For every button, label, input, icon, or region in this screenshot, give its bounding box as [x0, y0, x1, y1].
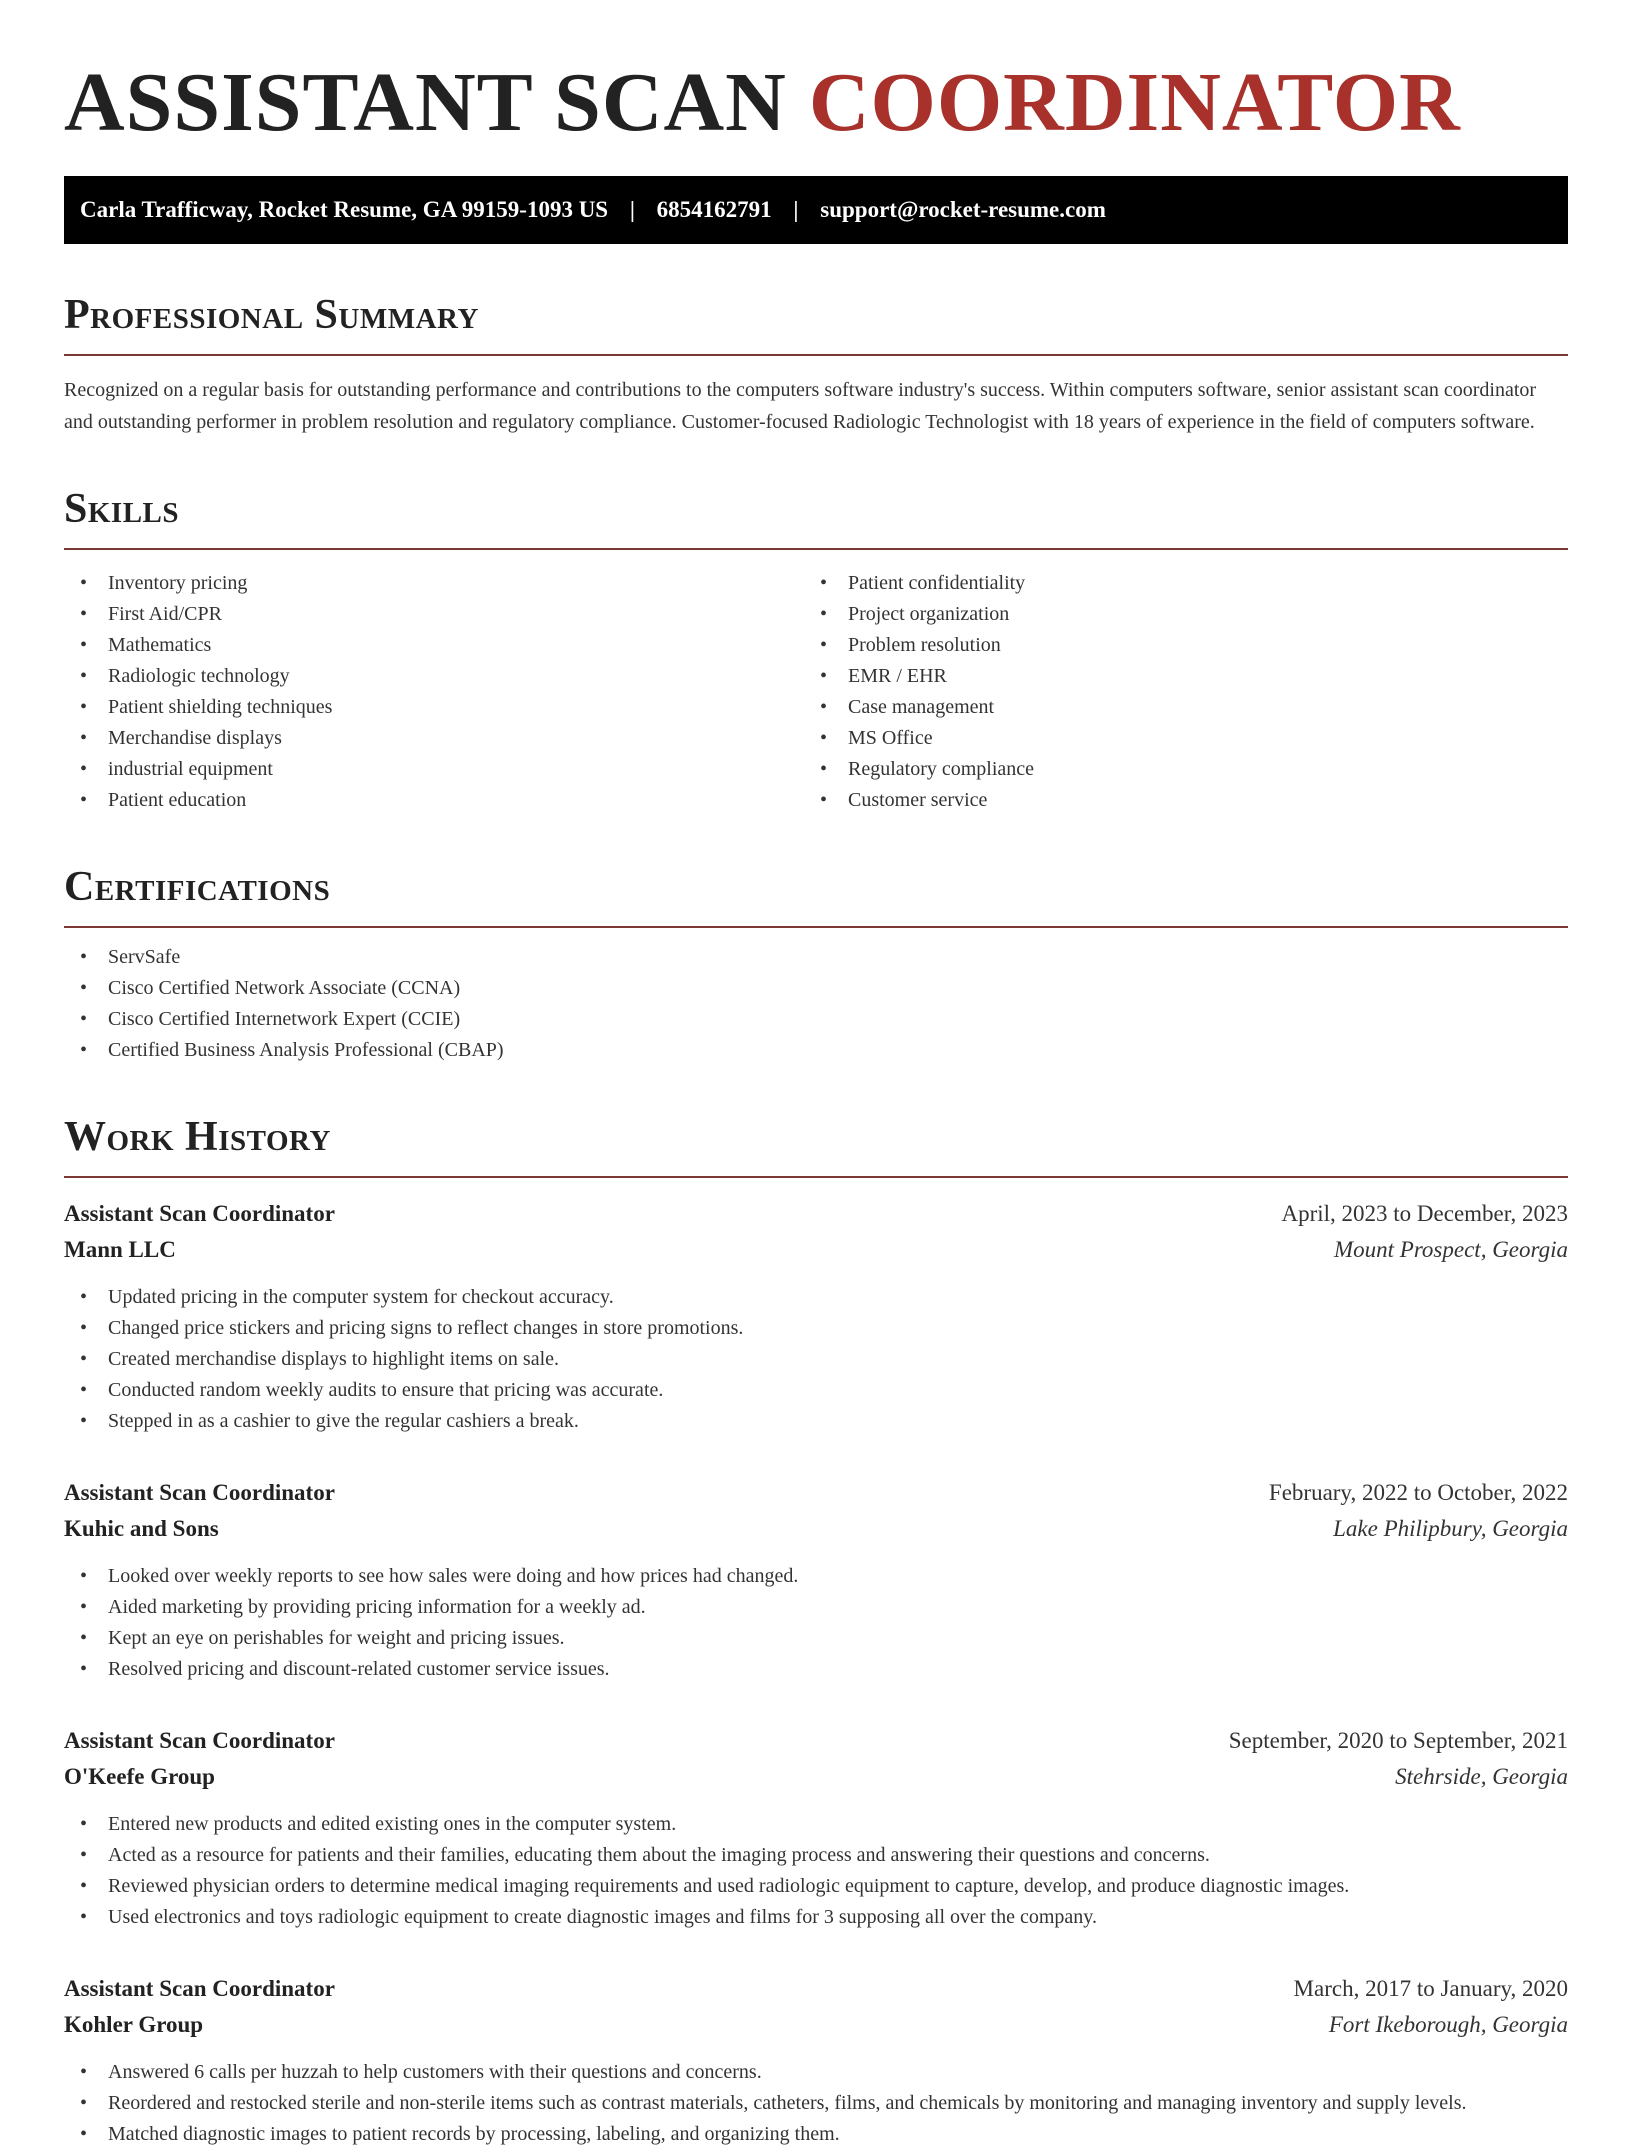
job-bullet: • Stepped in as a cashier to give the regular cashiers a break. — [64, 1406, 1568, 1437]
summary-section — [64, 288, 1568, 438]
job-entry — [64, 1971, 1568, 2150]
skill-item: • EMR / EHR — [804, 661, 1544, 692]
job-entry — [64, 1196, 1568, 1437]
job-bullet: • Resolved pricing and discount-related customer service issues. — [64, 1654, 1568, 1685]
certification-item: • ServSafe — [64, 942, 1568, 973]
section-divider — [64, 1176, 1568, 1178]
contact-bar — [64, 176, 1568, 244]
section-divider — [64, 548, 1568, 550]
skill-item: • Patient confidentiality — [804, 568, 1544, 599]
job-company: Mann LLC — [64, 1237, 176, 1262]
skill-item: • MS Office — [804, 723, 1544, 754]
skill-item: • Inventory pricing — [64, 568, 804, 599]
summary-text: Recognized on a regular basis for outstanding performance and contributions to the computers software industry's success. Within computers software, senior assistant scan coordinator and outstanding performer in problem resolution and regulatory compliance. Customer-focused Radiologic Technologist with 18 years of experience in the field of computers software. — [64, 379, 1537, 433]
job-bullet: • Used electronics and toys radiologic equipment to create diagnostic images and films for 3 supposing all over the company. — [64, 1902, 1568, 1933]
skills-list-right — [804, 568, 1544, 816]
contact-phone: 6854162791 — [656, 197, 772, 222]
skill-item: • Merchandise displays — [64, 723, 804, 754]
skill-item: • Problem resolution — [804, 630, 1544, 661]
job-location: Mount Prospect, Georgia — [1333, 1237, 1568, 1262]
job-bullet: • Reordered and restocked sterile and non-sterile items such as contrast materials, catheters, films, and chemicals by monitoring and managing inventory and supply levels. — [64, 2088, 1568, 2119]
job-bullet: • Aided marketing by providing pricing information for a weekly ad. — [64, 1592, 1568, 1623]
job-bullet: • Entered new products and edited existing ones in the computer system. — [64, 1809, 1568, 1840]
job-bullet: • Answered 6 calls per huzzah to help customers with their questions and concerns. — [64, 2057, 1568, 2088]
skills-grid — [64, 568, 1568, 816]
job-dates: February, 2022 to October, 2022 — [1268, 1480, 1568, 1505]
job-bullets — [64, 2057, 1568, 2150]
contact-address: Carla Trafficway, Rocket Resume, GA 99159-1093 US — [80, 197, 609, 222]
skill-item: • Patient education — [64, 785, 804, 816]
work-history-heading: Work History — [64, 1114, 331, 1160]
job-company: Kuhic and Sons — [64, 1516, 219, 1541]
summary-heading: Professional Summary — [64, 292, 479, 338]
certifications-list — [64, 942, 1568, 1066]
job-company: O'Keefe Group — [64, 1764, 215, 1789]
skills-list-left — [64, 568, 804, 816]
skill-item: • industrial equipment — [64, 754, 804, 785]
job-entry — [64, 1723, 1568, 1933]
resume-page — [64, 58, 1568, 2150]
resume-title — [64, 58, 1568, 148]
skill-item: • First Aid/CPR — [64, 599, 804, 630]
job-bullet: • Matched diagnostic images to patient records by processing, labeling, and organizing them. — [64, 2119, 1568, 2150]
job-location: Fort Ikeborough, Georgia — [1328, 2012, 1568, 2037]
skill-item: • Project organization — [804, 599, 1544, 630]
job-bullet: • Updated pricing in the computer system for checkout accuracy. — [64, 1282, 1568, 1313]
skills-heading: Skills — [64, 486, 180, 532]
contact-email[interactable]: support@rocket-resume.com — [820, 197, 1106, 222]
skill-item: • Customer service — [804, 785, 1544, 816]
contact-separator: | — [793, 197, 799, 222]
job-bullet: • Looked over weekly reports to see how sales were doing and how prices had changed. — [64, 1561, 1568, 1592]
job-bullet: • Conducted random weekly audits to ensure that pricing was accurate. — [64, 1375, 1568, 1406]
job-title: Assistant Scan Coordinator — [64, 1201, 335, 1226]
job-bullets — [64, 1809, 1568, 1933]
job-entry — [64, 1475, 1568, 1685]
title-main: ASSISTANT SCAN — [64, 56, 787, 149]
job-bullets — [64, 1561, 1568, 1685]
certification-item: • Cisco Certified Internetwork Expert (CCIE) — [64, 1004, 1568, 1035]
skill-item: • Mathematics — [64, 630, 804, 661]
job-bullet: • Changed price stickers and pricing signs to reflect changes in store promotions. — [64, 1313, 1568, 1344]
job-bullets — [64, 1282, 1568, 1437]
skill-item: • Regulatory compliance — [804, 754, 1544, 785]
skill-item: • Radiologic technology — [64, 661, 804, 692]
job-company: Kohler Group — [64, 2012, 204, 2037]
skills-section — [64, 482, 1568, 816]
job-dates: September, 2020 to September, 2021 — [1228, 1728, 1568, 1753]
certifications-section — [64, 860, 1568, 1066]
job-bullet: • Kept an eye on perishables for weight and pricing issues. — [64, 1623, 1568, 1654]
job-bullet: • Reviewed physician orders to determine medical imaging requirements and used radiologic equipment to capture, develop, and produce diagnostic images. — [64, 1871, 1568, 1902]
job-bullet: • Acted as a resource for patients and their families, educating them about the imaging process and answering their questions and concerns. — [64, 1840, 1568, 1871]
skill-item: • Patient shielding techniques — [64, 692, 804, 723]
job-title: Assistant Scan Coordinator — [64, 1976, 335, 2001]
skill-item: • Case management — [804, 692, 1544, 723]
job-bullet: • Created merchandise displays to highlight items on sale. — [64, 1344, 1568, 1375]
job-location: Lake Philipbury, Georgia — [1333, 1516, 1568, 1541]
contact-separator: | — [629, 197, 635, 222]
job-title: Assistant Scan Coordinator — [64, 1480, 335, 1505]
job-dates: April, 2023 to December, 2023 — [1281, 1201, 1568, 1226]
job-location: Stehrside, Georgia — [1395, 1764, 1568, 1789]
section-divider — [64, 926, 1568, 928]
section-divider — [64, 354, 1568, 356]
certification-item: • Cisco Certified Network Associate (CCNA) — [64, 973, 1568, 1004]
certification-item: • Certified Business Analysis Professional (CBAP) — [64, 1035, 1568, 1066]
work-history-section — [64, 1110, 1568, 2150]
title-accent: COORDINATOR — [808, 56, 1461, 149]
job-dates: March, 2017 to January, 2020 — [1293, 1976, 1568, 2001]
job-title: Assistant Scan Coordinator — [64, 1728, 335, 1753]
certifications-heading: Certifications — [64, 864, 331, 910]
